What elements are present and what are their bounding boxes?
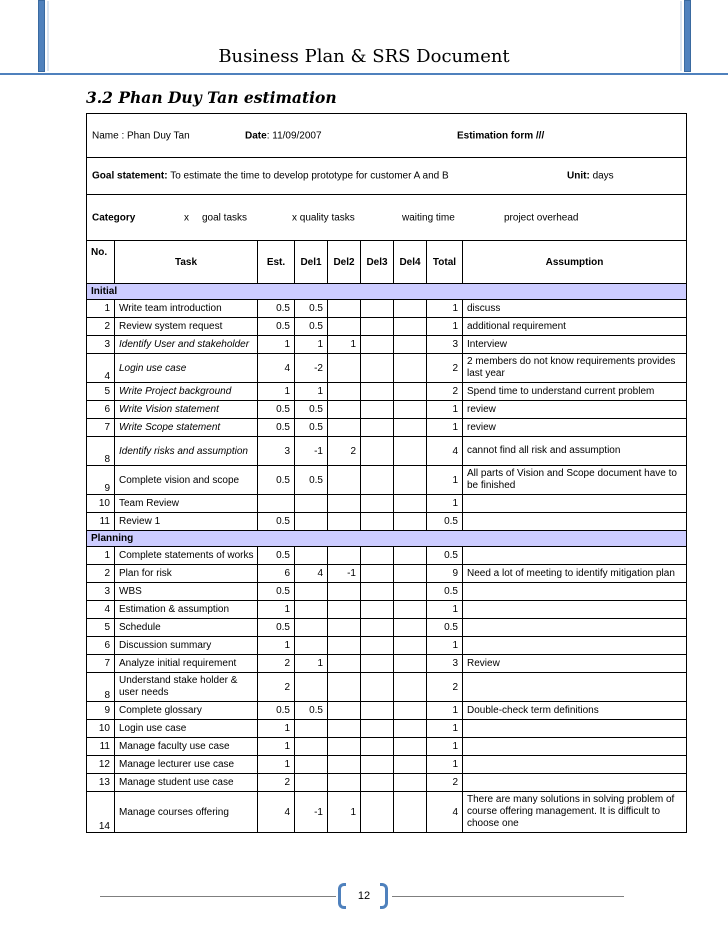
cell-del4: [394, 792, 427, 833]
cell-del4: [394, 583, 427, 601]
cell-est: 4: [258, 354, 295, 383]
cell-est: 2: [258, 774, 295, 792]
cell-del3: [361, 673, 394, 702]
cell-est: 1: [258, 383, 295, 401]
cell-assumption: All parts of Vision and Scope document have to be finished: [463, 466, 687, 495]
cell-total: 1: [427, 495, 463, 513]
table-row: [87, 300, 687, 318]
cell-assumption: [463, 637, 687, 655]
category-project-overhead: project overhead: [504, 212, 579, 223]
cell-del3: [361, 547, 394, 565]
cell-del1: 4: [295, 565, 328, 583]
cell-no: 12: [87, 756, 115, 774]
cell-est: 1: [258, 637, 295, 655]
cell-del2: [328, 673, 361, 702]
cell-est: 1: [258, 601, 295, 619]
table-row: [87, 513, 687, 531]
category-label: Category: [92, 212, 136, 223]
header-total: Total: [427, 241, 463, 284]
cell-total: 2: [427, 774, 463, 792]
cell-task: WBS: [115, 583, 258, 601]
cell-assumption: [463, 673, 687, 702]
section-label: Planning: [87, 531, 687, 547]
cell-total: 0.5: [427, 583, 463, 601]
cell-no: 5: [87, 619, 115, 637]
header-est: Est.: [258, 241, 295, 284]
table-row: [87, 720, 687, 738]
cell-assumption: cannot find all risk and assumption: [463, 437, 687, 466]
cell-del3: [361, 601, 394, 619]
table-header-row: [87, 241, 687, 284]
cell-no: 7: [87, 419, 115, 437]
table-row: [87, 673, 687, 702]
cell-del1: 0.5: [295, 318, 328, 336]
cell-est: 0.5: [258, 401, 295, 419]
date-value: : 11/09/2007: [266, 130, 322, 141]
cell-task: Plan for risk: [115, 565, 258, 583]
cell-del2: [328, 619, 361, 637]
category-goal-tasks: goal tasks: [202, 212, 248, 223]
cell-est: 0.5: [258, 318, 295, 336]
goal-value: To estimate the time to develop prototype for customer A and B: [170, 170, 449, 182]
cell-del3: [361, 738, 394, 756]
cell-assumption: discuss: [463, 300, 687, 318]
cell-task: Write team introduction: [115, 300, 258, 318]
cell-no: 4: [87, 601, 115, 619]
cell-total: 2: [427, 354, 463, 383]
category-goal-mark: x: [184, 212, 189, 223]
cell-task: Discussion summary: [115, 637, 258, 655]
cell-task: Write Vision statement: [115, 401, 258, 419]
cell-no: 10: [87, 720, 115, 738]
cell-total: 1: [427, 401, 463, 419]
cell-assumption: Spend time to understand current problem: [463, 383, 687, 401]
right-bracket: [380, 883, 388, 909]
cell-total: 1: [427, 637, 463, 655]
cell-del1: 0.5: [295, 419, 328, 437]
cell-no: 9: [87, 466, 115, 495]
cell-task: Schedule: [115, 619, 258, 637]
cell-task: Complete statements of works: [115, 547, 258, 565]
estimation-table: [86, 240, 687, 833]
cell-del2: 2: [328, 437, 361, 466]
cell-del1: [295, 547, 328, 565]
cell-no: 6: [87, 401, 115, 419]
table-row: [87, 792, 687, 833]
footer-rule-left: [100, 896, 336, 897]
footer-rule-right: [392, 896, 624, 897]
cell-assumption: [463, 738, 687, 756]
cell-del2: [328, 774, 361, 792]
cell-del1: 0.5: [295, 702, 328, 720]
cell-total: 1: [427, 466, 463, 495]
cell-no: 6: [87, 637, 115, 655]
table-row: [87, 637, 687, 655]
cell-est: 1: [258, 738, 295, 756]
left-bracket: [338, 883, 346, 909]
name-label: Name : Phan Duy Tan: [92, 130, 190, 141]
table-row: [87, 354, 687, 383]
cell-assumption: review: [463, 401, 687, 419]
cell-del4: [394, 655, 427, 673]
cell-no: 3: [87, 336, 115, 354]
cell-del1: -2: [295, 354, 328, 383]
cell-no: 1: [87, 300, 115, 318]
cell-del4: [394, 437, 427, 466]
info-category-row: [86, 194, 687, 241]
cell-assumption: [463, 583, 687, 601]
cell-no: 10: [87, 495, 115, 513]
cell-no: 2: [87, 318, 115, 336]
section-row-initial: [87, 284, 687, 300]
cell-del4: [394, 401, 427, 419]
cell-total: 0.5: [427, 619, 463, 637]
cell-del4: [394, 466, 427, 495]
cell-del4: [394, 673, 427, 702]
cell-total: 1: [427, 300, 463, 318]
cell-del4: [394, 565, 427, 583]
table-row: [87, 318, 687, 336]
cell-no: 1: [87, 547, 115, 565]
cell-del1: [295, 513, 328, 531]
cell-total: 3: [427, 336, 463, 354]
cell-del3: [361, 583, 394, 601]
cell-task: Write Scope statement: [115, 419, 258, 437]
table-row: [87, 437, 687, 466]
cell-task: Complete vision and scope: [115, 466, 258, 495]
cell-assumption: [463, 756, 687, 774]
cell-task: Identify risks and assumption: [115, 437, 258, 466]
cell-del3: [361, 792, 394, 833]
cell-no: 8: [87, 673, 115, 702]
section-title: 3.2 Phan Duy Tan estimation: [86, 88, 337, 107]
cell-total: 1: [427, 702, 463, 720]
cell-del4: [394, 756, 427, 774]
cell-del1: -1: [295, 792, 328, 833]
cell-del4: [394, 774, 427, 792]
table-row: [87, 336, 687, 354]
cell-total: 4: [427, 437, 463, 466]
cell-del1: [295, 720, 328, 738]
cell-task: Review system request: [115, 318, 258, 336]
cell-del3: [361, 774, 394, 792]
cell-del4: [394, 300, 427, 318]
table-row: [87, 774, 687, 792]
cell-est: 0.5: [258, 513, 295, 531]
cell-del1: [295, 774, 328, 792]
cell-no: 14: [87, 792, 115, 833]
cell-del3: [361, 655, 394, 673]
cell-del1: [295, 756, 328, 774]
cell-est: 0.5: [258, 702, 295, 720]
cell-del1: [295, 583, 328, 601]
header-del4: Del4: [394, 241, 427, 284]
cell-total: 3: [427, 655, 463, 673]
cell-del3: [361, 637, 394, 655]
cell-total: 1: [427, 419, 463, 437]
cell-est: 0.5: [258, 419, 295, 437]
cell-task: Review 1: [115, 513, 258, 531]
table-row: [87, 565, 687, 583]
table-row: [87, 702, 687, 720]
cell-task: Write Project background: [115, 383, 258, 401]
cell-del2: [328, 637, 361, 655]
table-row: [87, 738, 687, 756]
cell-del1: 1: [295, 336, 328, 354]
cell-total: 2: [427, 673, 463, 702]
cell-assumption: There are many solutions in solving problem of course offering management. It is difficult to choose one: [463, 792, 687, 833]
cell-del3: [361, 619, 394, 637]
cell-no: 11: [87, 513, 115, 531]
cell-no: 4: [87, 354, 115, 383]
cell-del3: [361, 513, 394, 531]
cell-del1: [295, 637, 328, 655]
estimation-form-label: Estimation form ///: [457, 130, 545, 141]
cell-del2: [328, 655, 361, 673]
page-number: 12: [357, 890, 371, 902]
cell-del1: [295, 619, 328, 637]
header-rule: [0, 73, 728, 75]
cell-assumption: additional requirement: [463, 318, 687, 336]
date-label: Date: [245, 130, 267, 141]
cell-est: 0.5: [258, 619, 295, 637]
table-row: [87, 601, 687, 619]
cell-del2: [328, 702, 361, 720]
cell-del4: [394, 318, 427, 336]
cell-task: Estimation & assumption: [115, 601, 258, 619]
cell-del2: [328, 547, 361, 565]
header-task: Task: [115, 241, 258, 284]
cell-del3: [361, 354, 394, 383]
cell-del1: [295, 673, 328, 702]
cell-est: 3: [258, 437, 295, 466]
cell-total: 1: [427, 720, 463, 738]
cell-assumption: Double-check term definitions: [463, 702, 687, 720]
cell-del3: [361, 756, 394, 774]
cell-del3: [361, 466, 394, 495]
cell-del3: [361, 383, 394, 401]
cell-del1: 1: [295, 383, 328, 401]
cell-del1: 0.5: [295, 300, 328, 318]
cell-del1: 0.5: [295, 466, 328, 495]
document-title: Business Plan & SRS Document: [218, 46, 510, 67]
cell-del4: [394, 738, 427, 756]
cell-del4: [394, 637, 427, 655]
cell-assumption: Review: [463, 655, 687, 673]
cell-assumption: Need a lot of meeting to identify mitigation plan: [463, 565, 687, 583]
cell-del2: [328, 720, 361, 738]
cell-del4: [394, 383, 427, 401]
cell-del4: [394, 619, 427, 637]
cell-est: 4: [258, 792, 295, 833]
cell-del4: [394, 720, 427, 738]
cell-no: 2: [87, 565, 115, 583]
cell-est: 0.5: [258, 466, 295, 495]
cell-task: Login use case: [115, 720, 258, 738]
cell-assumption: [463, 720, 687, 738]
cell-del4: [394, 702, 427, 720]
cell-del1: 1: [295, 655, 328, 673]
section-row-planning: [87, 531, 687, 547]
cell-est: 2: [258, 673, 295, 702]
goal-statement: [92, 171, 449, 182]
cell-del2: [328, 383, 361, 401]
cell-task: Manage lecturer use case: [115, 756, 258, 774]
cell-task: Team Review: [115, 495, 258, 513]
cell-no: 13: [87, 774, 115, 792]
cell-del4: [394, 513, 427, 531]
table-row: [87, 583, 687, 601]
cell-task: Manage faculty use case: [115, 738, 258, 756]
cell-del2: [328, 601, 361, 619]
cell-est: 0.5: [258, 547, 295, 565]
cell-est: [258, 495, 295, 513]
cell-del2: [328, 495, 361, 513]
section-label: Initial: [87, 284, 687, 300]
category-waiting-time: waiting time: [402, 212, 455, 223]
cell-del2: [328, 354, 361, 383]
table-row: [87, 756, 687, 774]
cell-assumption: [463, 513, 687, 531]
cell-del2: [328, 756, 361, 774]
info-goal-row: [86, 157, 687, 195]
cell-del1: 0.5: [295, 401, 328, 419]
cell-del1: [295, 601, 328, 619]
table-row: [87, 619, 687, 637]
info-name-row: [86, 113, 687, 158]
cell-total: 2: [427, 383, 463, 401]
cell-del2: [328, 318, 361, 336]
cell-est: 1: [258, 720, 295, 738]
table-row: [87, 495, 687, 513]
cell-del2: [328, 419, 361, 437]
cell-no: 7: [87, 655, 115, 673]
cell-est: 0.5: [258, 300, 295, 318]
cell-del2: [328, 513, 361, 531]
cell-total: 0.5: [427, 513, 463, 531]
cell-del2: 1: [328, 336, 361, 354]
header-del3: Del3: [361, 241, 394, 284]
cell-del2: [328, 300, 361, 318]
date-field: [245, 130, 322, 141]
cell-no: 3: [87, 583, 115, 601]
cell-del3: [361, 318, 394, 336]
cell-est: 6: [258, 565, 295, 583]
cell-task: Understand stake holder & user needs: [115, 673, 258, 702]
table-row: [87, 655, 687, 673]
cell-task: Analyze initial requirement: [115, 655, 258, 673]
cell-task: Identify User and stakeholder: [115, 336, 258, 354]
table-row: [87, 419, 687, 437]
cell-del3: [361, 336, 394, 354]
cell-task: Complete glossary: [115, 702, 258, 720]
cell-total: 0.5: [427, 547, 463, 565]
cell-total: 1: [427, 738, 463, 756]
cell-assumption: 2 members do not know requirements provides last year: [463, 354, 687, 383]
table-row: [87, 401, 687, 419]
cell-assumption: review: [463, 419, 687, 437]
cell-del3: [361, 495, 394, 513]
cell-del3: [361, 300, 394, 318]
cell-del2: -1: [328, 565, 361, 583]
cell-assumption: [463, 601, 687, 619]
cell-assumption: [463, 774, 687, 792]
header-assumption: Assumption: [463, 241, 687, 284]
category-quality-tasks: x quality tasks: [292, 212, 355, 223]
cell-total: 4: [427, 792, 463, 833]
cell-del2: [328, 738, 361, 756]
cell-total: 1: [427, 756, 463, 774]
cell-assumption: [463, 495, 687, 513]
header-del2: Del2: [328, 241, 361, 284]
cell-total: 9: [427, 565, 463, 583]
cell-del3: [361, 437, 394, 466]
cell-task: Manage student use case: [115, 774, 258, 792]
header-no: No.: [87, 241, 115, 284]
cell-task: Manage courses offering: [115, 792, 258, 833]
cell-del4: [394, 336, 427, 354]
table-row: [87, 466, 687, 495]
cell-del4: [394, 547, 427, 565]
cell-del1: [295, 495, 328, 513]
cell-del4: [394, 419, 427, 437]
cell-assumption: Interview: [463, 336, 687, 354]
cell-assumption: [463, 547, 687, 565]
cell-total: 1: [427, 601, 463, 619]
goal-label: Goal statement:: [92, 170, 168, 182]
table-row: [87, 547, 687, 565]
cell-del3: [361, 419, 394, 437]
unit-field: [567, 171, 614, 182]
table-row: [87, 383, 687, 401]
cell-del3: [361, 702, 394, 720]
cell-task: Login use case: [115, 354, 258, 383]
cell-del4: [394, 495, 427, 513]
unit-value: days: [592, 170, 614, 182]
cell-no: 8: [87, 437, 115, 466]
cell-del2: [328, 466, 361, 495]
cell-est: 0.5: [258, 583, 295, 601]
cell-est: 1: [258, 756, 295, 774]
cell-del3: [361, 720, 394, 738]
unit-label: Unit:: [567, 170, 590, 182]
cell-del3: [361, 401, 394, 419]
cell-del2: [328, 401, 361, 419]
header-del1: Del1: [295, 241, 328, 284]
cell-est: 1: [258, 336, 295, 354]
cell-del1: -1: [295, 437, 328, 466]
cell-del4: [394, 601, 427, 619]
cell-del1: [295, 738, 328, 756]
cell-no: 5: [87, 383, 115, 401]
cell-del2: 1: [328, 792, 361, 833]
cell-del2: [328, 583, 361, 601]
cell-est: 2: [258, 655, 295, 673]
cell-no: 11: [87, 738, 115, 756]
cell-del3: [361, 565, 394, 583]
cell-del4: [394, 354, 427, 383]
cell-assumption: [463, 619, 687, 637]
cell-no: 9: [87, 702, 115, 720]
cell-total: 1: [427, 318, 463, 336]
